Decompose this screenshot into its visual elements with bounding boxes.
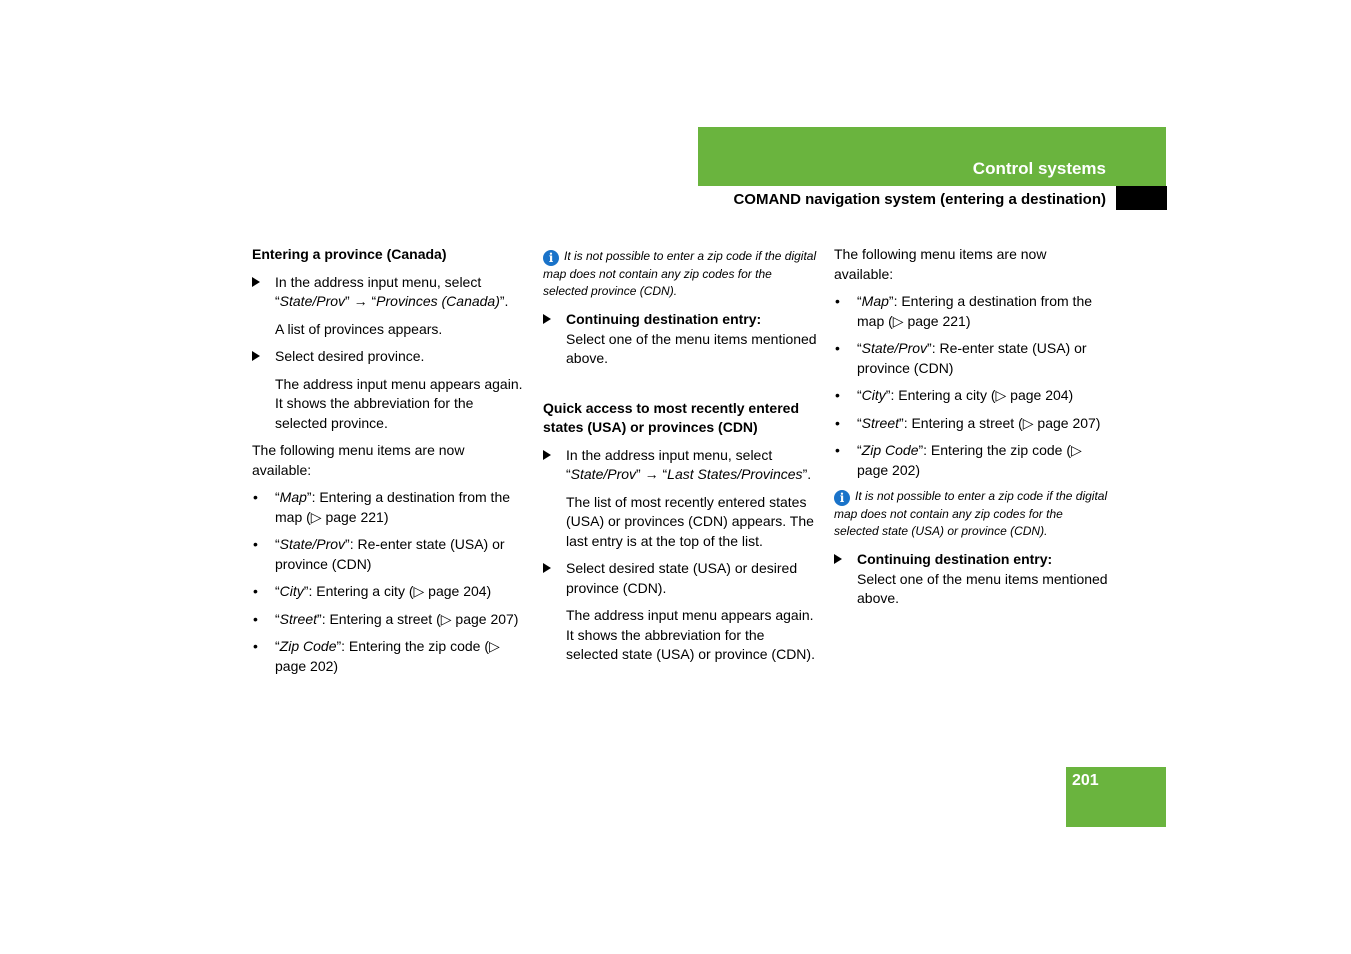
column-1: [252, 245, 527, 684]
result-text: The address input menu appears again. It shows the abbreviation for the selected province.: [275, 375, 523, 431]
bullet-dot: •: [253, 610, 258, 627]
triangle-arrow-icon: [252, 351, 260, 361]
intro-text: The following menu items are now available:: [252, 442, 465, 478]
step-select-last-states: In the address input menu, select “State/Prov” → “Last States/Provinces”.: [543, 446, 818, 485]
triangle-arrow-icon: [834, 554, 842, 564]
list-item: • “Zip Code”: Entering the zip code (▷ page 202): [835, 442, 1082, 478]
list-item: • “City”: Entering a city (▷ page 204): [834, 386, 1109, 406]
bullet-dot: •: [835, 442, 840, 458]
list-item: • “Street”: Entering a street (▷ page 207): [834, 414, 1109, 434]
bullet-dot: •: [253, 583, 258, 599]
step-select-state: Select desired state (USA) or desired province (CDN).: [543, 559, 818, 598]
result-text: The list of most recently entered states (USA) or provinces (CDN) appears. The last entry is at the top of the list.: [566, 493, 814, 549]
step-select-state-prov: In the address input menu, select “State/Prov” → “Provinces (Canada)”.: [252, 273, 527, 312]
list-item: • “Map”: Entering a destination from the map (▷ page 221): [835, 293, 1093, 329]
step-select-province: Select desired province.: [252, 347, 527, 367]
intro-text: The following menu items are now available:: [834, 246, 1047, 282]
column-2: [543, 245, 818, 673]
list-item: • “Map”: Entering a destination from the map (▷ page 221): [253, 489, 511, 525]
bullet-dot: •: [253, 536, 258, 552]
heading-entering-province: Entering a province (Canada): [252, 246, 447, 262]
list-item: • “State/Prov”: Re-enter state (USA) or province (CDN): [835, 340, 1087, 376]
list-item: • “Street”: Entering a street (▷ page 207): [252, 610, 527, 630]
subsection-title: COMAND navigation system (entering a destination): [733, 191, 1106, 208]
bullet-dot: •: [835, 387, 840, 403]
section-tab-marker: [1116, 186, 1167, 210]
step-continue-entry: Continuing destination entry: Select one of the menu items mentioned above.: [834, 550, 1109, 609]
list-item: • “Zip Code”: Entering the zip code (▷ page 202): [253, 638, 500, 674]
bullet-dot: •: [835, 293, 840, 309]
bullet-dot: •: [835, 414, 840, 431]
result-text: The address input menu appears again. It shows the abbreviation for the selected state (USA) or province (CDN).: [566, 607, 815, 662]
triangle-arrow-icon: [543, 563, 551, 573]
heading-quick-access: Quick access to most recently entered states (USA) or provinces (CDN): [543, 399, 799, 435]
column-3: [834, 245, 1109, 617]
list-item: • “City”: Entering a city (▷ page 204): [252, 582, 527, 602]
info-note: i It is not possible to enter a zip code if the digital map does not contain any zip codes for the selected province (CDN).: [543, 249, 817, 298]
bullet-dot: •: [253, 489, 258, 505]
result-text: A list of provinces appears.: [275, 320, 443, 337]
bullet-dot: •: [253, 638, 258, 654]
triangle-arrow-icon: [543, 314, 551, 324]
triangle-arrow-icon: [252, 277, 260, 287]
triangle-arrow-icon: [543, 450, 551, 460]
list-item: • “State/Prov”: Re-enter state (USA) or province (CDN): [253, 536, 505, 572]
section-title: Control systems: [972, 159, 1106, 178]
page-number: 201: [1072, 772, 1099, 789]
info-icon: i: [834, 490, 850, 506]
step-continue-entry: Continuing destination entry: Select one of the menu items mentioned above.: [543, 310, 818, 369]
bullet-dot: •: [835, 340, 840, 356]
info-icon: i: [543, 250, 559, 266]
info-note: i It is not possible to enter a zip code if the digital map does not contain any zip codes for the selected state (USA) or province (CDN).: [834, 489, 1108, 538]
